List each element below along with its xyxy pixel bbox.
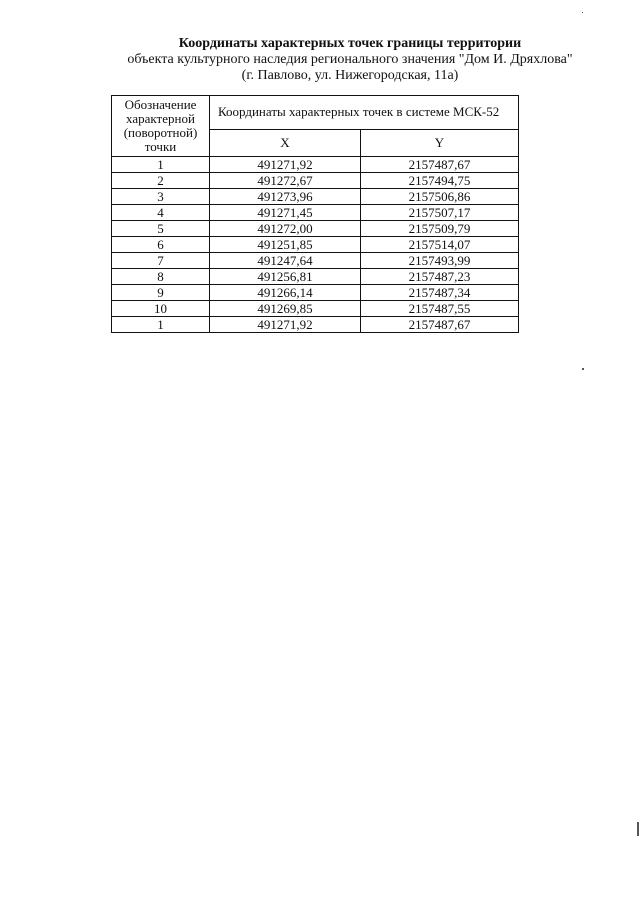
- y-cell: 2157487,34: [361, 285, 519, 301]
- document-subtitle-line-1: объекта культурного наследия регионального значения "Дом И. Дряхлова": [127, 52, 573, 67]
- y-cell: 2157487,67: [361, 317, 519, 333]
- header-point-designation: Обозначение характерной (поворотной) точки: [112, 96, 210, 157]
- y-cell: 2157487,23: [361, 269, 519, 285]
- scan-speck: [582, 12, 583, 13]
- header-y: Y: [361, 129, 519, 156]
- table-row: [112, 253, 519, 269]
- y-cell: 2157507,17: [361, 205, 519, 221]
- x-cell: 491273,96: [210, 189, 361, 205]
- scan-speck: [582, 368, 584, 370]
- point-cell: 8: [112, 269, 210, 285]
- x-cell: 491256,81: [210, 269, 361, 285]
- x-cell: 491271,45: [210, 205, 361, 221]
- point-cell: 7: [112, 253, 210, 269]
- x-cell: 491269,85: [210, 301, 361, 317]
- table-row: [112, 317, 519, 333]
- x-cell: 491271,92: [210, 157, 361, 173]
- table-row: [112, 173, 519, 189]
- y-cell: 2157487,67: [361, 157, 519, 173]
- table-row: [112, 237, 519, 253]
- y-cell: 2157506,86: [361, 189, 519, 205]
- table-row: [112, 205, 519, 221]
- scan-edge-mark: [637, 822, 639, 836]
- document-title: Координаты характерных точек границы территории: [178, 36, 522, 51]
- table-row: [112, 221, 519, 237]
- point-cell: 6: [112, 237, 210, 253]
- x-cell: 491272,00: [210, 221, 361, 237]
- coordinates-table: [111, 95, 519, 333]
- point-cell: 5: [112, 221, 210, 237]
- table-row: [112, 285, 519, 301]
- point-cell: 9: [112, 285, 210, 301]
- y-cell: 2157487,55: [361, 301, 519, 317]
- point-cell: 4: [112, 205, 210, 221]
- header-x: X: [210, 129, 361, 156]
- table-row: [112, 269, 519, 285]
- y-cell: 2157509,79: [361, 221, 519, 237]
- point-cell: 2: [112, 173, 210, 189]
- y-cell: 2157493,99: [361, 253, 519, 269]
- y-cell: 2157494,75: [361, 173, 519, 189]
- header-coordinate-system: Координаты характерных точек в системе МСК-52: [210, 96, 519, 130]
- table-row: [112, 189, 519, 205]
- x-cell: 491251,85: [210, 237, 361, 253]
- point-cell: 10: [112, 301, 210, 317]
- x-cell: 491272,67: [210, 173, 361, 189]
- x-cell: 491247,64: [210, 253, 361, 269]
- point-cell: 1: [112, 317, 210, 333]
- point-cell: 1: [112, 157, 210, 173]
- x-cell: 491266,14: [210, 285, 361, 301]
- document-subtitle-line-2: (г. Павлово, ул. Нижегородская, 11а): [241, 68, 459, 83]
- table-row: [112, 157, 519, 173]
- table-row: [112, 301, 519, 317]
- document-heading: [40, 36, 640, 84]
- x-cell: 491271,92: [210, 317, 361, 333]
- point-cell: 3: [112, 189, 210, 205]
- y-cell: 2157514,07: [361, 237, 519, 253]
